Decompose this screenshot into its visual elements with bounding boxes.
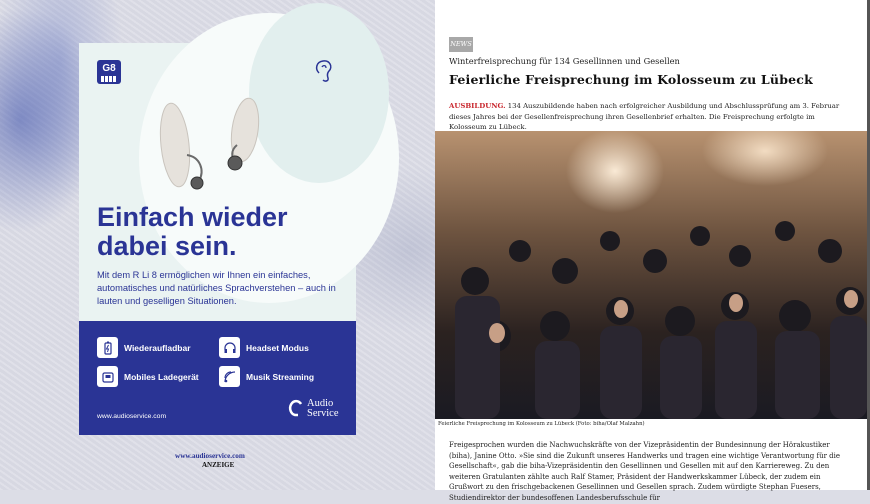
headset-icon bbox=[219, 337, 240, 358]
streaming-icon bbox=[219, 366, 240, 387]
brand-line1: Audio bbox=[307, 398, 334, 409]
article-title: Feierliche Freisprechung im Kolosseum zu Lübeck bbox=[449, 72, 813, 87]
ad-headline-line1: Einfach wieder bbox=[97, 202, 288, 232]
feature-streaming bbox=[219, 366, 314, 387]
photo-caption: Feierliche Freisprechung im Kolosseum zu Lübeck (Foto: biha/Olaf Malzahn) bbox=[438, 421, 645, 427]
ad-headline bbox=[97, 203, 342, 261]
feature-label: Wiederaufladbar bbox=[124, 342, 191, 353]
feature-rechargeable bbox=[97, 337, 191, 358]
audio-service-logo bbox=[289, 399, 339, 419]
article-page bbox=[435, 0, 870, 502]
g8-logo-text: G8 bbox=[102, 63, 116, 74]
hearing-aid-advertisement[interactable] bbox=[79, 43, 356, 435]
feature-headset bbox=[219, 337, 309, 358]
article-lead bbox=[449, 101, 854, 133]
hearing-aid-devices-image bbox=[145, 95, 285, 195]
ad-subtext: Mit dem R Li 8 ermöglichen wir Ihnen ein einfaches, automatisches und natürliches Sprachverstehen – auch in lauten und geselligen Situationen. bbox=[97, 270, 336, 306]
charger-icon bbox=[97, 366, 118, 387]
ad-headline-line2: dabei sein. bbox=[97, 231, 237, 261]
g8-logo bbox=[97, 60, 121, 84]
feature-charger bbox=[97, 366, 199, 387]
feature-label: Mobiles Ladegerät bbox=[124, 371, 199, 382]
ad-footer-url[interactable]: www.audioservice.com bbox=[175, 452, 245, 460]
article-body: Freigesprochen wurden die Nachwuchskräfte von der Vizepräsidentin der Bundesinnung der Hörakustiker (biha), Janine Otto. »Sie sind die Zukunft unseres Handwerks und tragen eine wichtige Verantwortung für die Gesellschaft«, gab die biha-Vizepräsidentin den Gesellinnen und Gesellen mit auf den Karriereweg. Zu den weiteren Gratulanten zählte auch Ralf Stamer, Präsident der Handwerkskammer Lübeck, der zudem ein Grußwort zu den frischgebackenen Gesellinnen und Gesellen sprach. Zudem würdigte Stephan Fuesers, Studiendirektor der bundesoffenen Landesberufsschule für bbox=[449, 441, 841, 502]
ceremony-photo bbox=[435, 131, 867, 419]
news-badge: NEWS bbox=[449, 37, 473, 52]
ad-footer-label: ANZEIGE bbox=[202, 461, 235, 469]
battery-icon bbox=[97, 337, 118, 358]
ad-url[interactable]: www.audioservice.com bbox=[97, 413, 167, 420]
audio-service-ear-icon bbox=[289, 400, 305, 418]
feature-label: Musik Streaming bbox=[246, 371, 315, 382]
ear-icon bbox=[313, 59, 335, 83]
lead-text: 134 Auszubildende haben nach erfolgreicher Ausbildung und Abschlussprüfung am 3. Februar dieses Jahres bei der Gesellenfreisprechung ihren Gesellenbrief erhalten. Die Freisprechung erfolgte im Kolosseum zu Lübeck. bbox=[449, 102, 840, 131]
article-kicker: Winterfreisprechung für 134 Gesellinnen und Gesellen bbox=[449, 56, 680, 66]
brand-line2: Service bbox=[307, 408, 339, 419]
lead-tag: AUSBILDUNG. bbox=[449, 102, 506, 110]
feature-label: Headset Modus bbox=[246, 342, 309, 353]
